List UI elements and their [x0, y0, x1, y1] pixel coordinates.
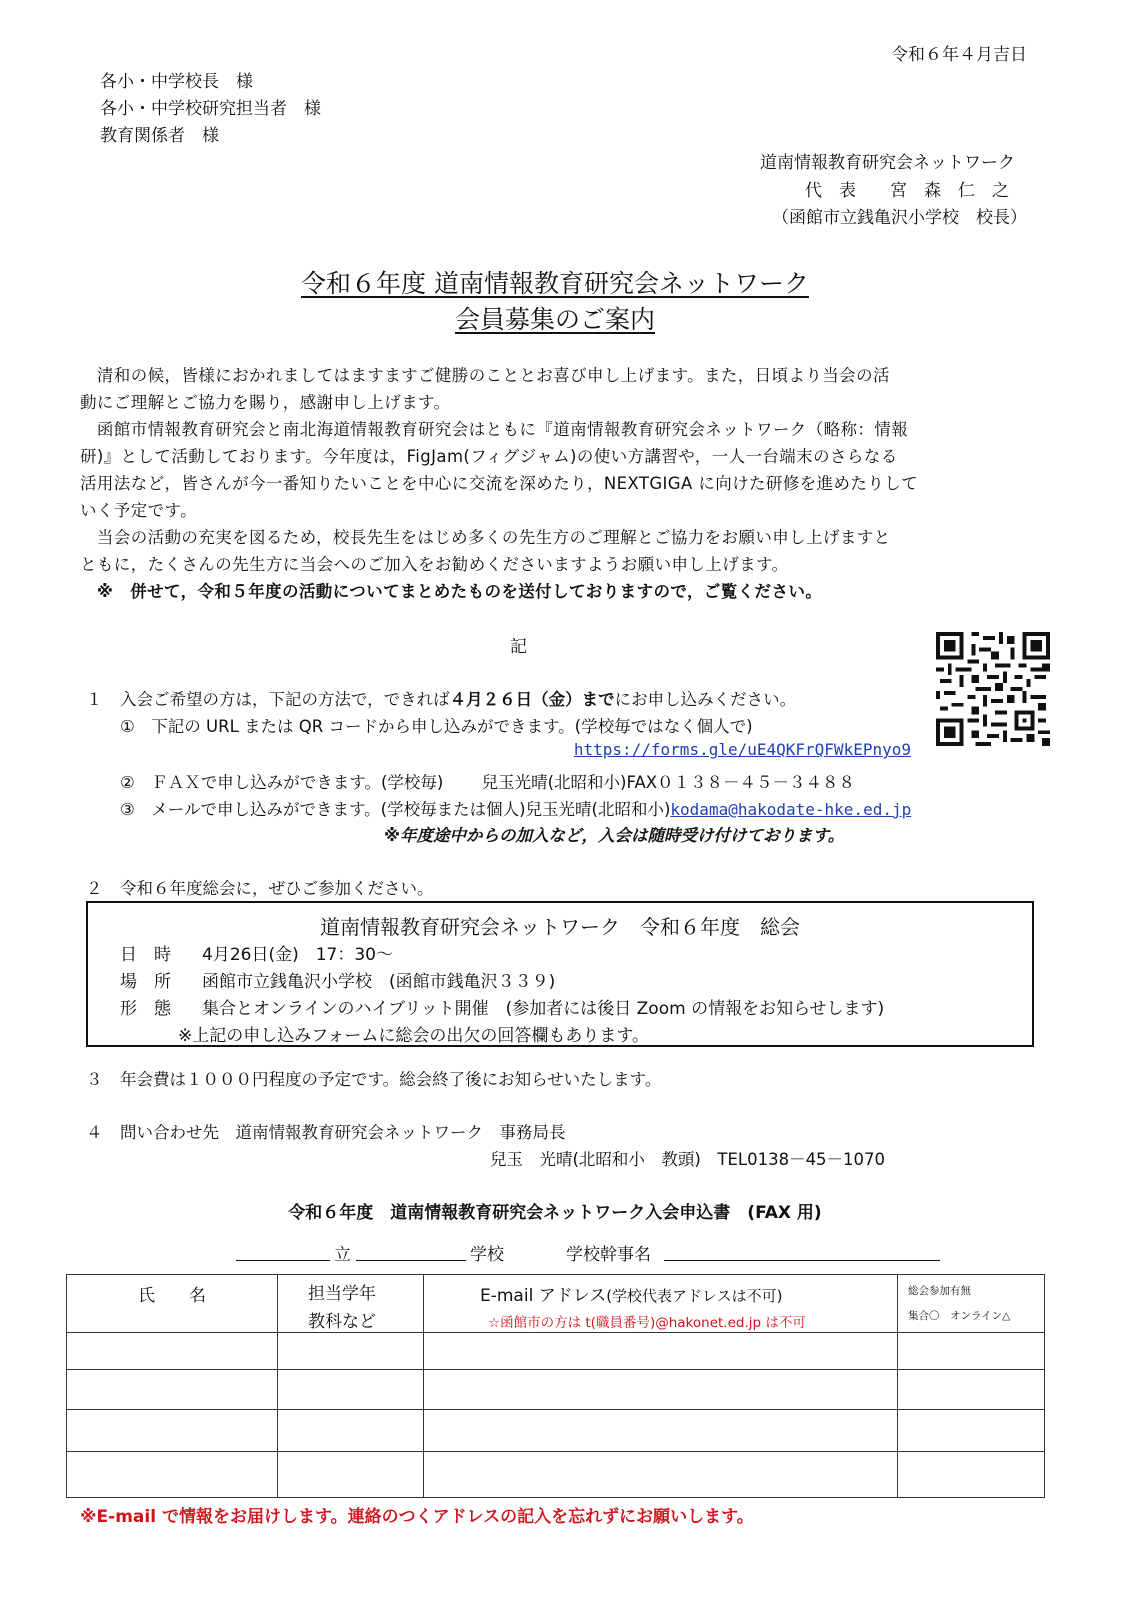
enclosure-note: ※ 併せて，令和５年度の活動についてまとめたものを送付しておりますので，ご覧ください。 [80, 582, 823, 601]
meeting-format: 集合とオンラインのハイブリット開催 (参加者には後日 Zoom の情報をお知らせします) [202, 999, 885, 1019]
greeting-line-1: 清和の候，皆様におかれましてはますますご健勝のこととお喜び申し上げます。また，日頃より当会の活 [80, 366, 890, 385]
sender-organization: 道南情報教育研究会ネットワーク [760, 153, 1015, 173]
coordinator-blank-line[interactable] [664, 1260, 940, 1261]
meeting-rsvp-note: ※上記の申し込みフォームに総会の出欠の回答欄もあります。 [178, 1026, 650, 1046]
sender-role: （函館市立銭亀沢小学校 校長） [772, 208, 1027, 228]
sender-representative: 代 表 宮 森 仁 之 [805, 181, 1009, 201]
meeting-format-label: 形 態 [120, 999, 171, 1019]
table-row [67, 1333, 1045, 1370]
item-1-post: にお申し込みください。 [614, 690, 797, 709]
qr-code-icon[interactable] [936, 632, 1050, 746]
city-blank-line[interactable] [236, 1260, 330, 1261]
meeting-datetime: 4月26日(金) 17：30～ [202, 945, 393, 965]
application-form-title: 令和６年度 道南情報教育研究会ネットワーク入会申込書 (FAX 用) [288, 1203, 822, 1223]
intro-line-3: 活用法など，皆さんが今一番知りたいことを中心に交流を深めたり，NEXTGIGA に向けた研修を進めたりして [80, 474, 919, 493]
col-email-note: (学校代表アドレスは不可) [606, 1287, 783, 1305]
item-2-number: ２ [86, 879, 103, 898]
table-row [67, 1410, 1045, 1452]
gakko-label: 学校 [470, 1245, 504, 1265]
page-subtitle [0, 300, 1110, 336]
intro-line-1: 函館市情報教育研究会と南北海道情報教育研究会はともに『道南情報教育研究会ネットワーク（略称：情報 [80, 420, 909, 439]
table-row [67, 1452, 1045, 1498]
item-3-number: ３ [86, 1070, 103, 1089]
intro-line-4: いく予定です。 [80, 501, 197, 520]
request-line-1: 当会の活動の充実を図るため，校長先生をはじめ多くの先生方のご理解とご協力をお願い申し上げますと [80, 528, 891, 547]
col-email-header [424, 1275, 898, 1333]
name-cell[interactable] [67, 1410, 278, 1452]
greeting-line-2: 動にご理解とご協力を賜り，感謝申し上げます。 [80, 393, 451, 412]
attend-cell[interactable] [898, 1333, 1045, 1370]
method-email [120, 796, 911, 820]
col-name-header [67, 1275, 278, 1333]
title-line2: 会員募集のご案内 [454, 305, 655, 334]
meeting-venue: 函館市立銭亀沢小学校 (函館市銭亀沢３３９) [202, 972, 556, 992]
application-table [66, 1274, 1045, 1498]
title-line1: 令和６年度 道南情報教育研究会ネットワーク [301, 269, 809, 298]
name-cell[interactable] [67, 1452, 278, 1498]
footer-email-notice: ※E-mail で情報をお届けします。連絡のつくアドレスの記入を忘れずにお願いします。 [80, 1507, 754, 1527]
join-anytime-note: ※年度途中からの加入など，入会は随時受け付けております。 [384, 826, 845, 845]
name-cell[interactable] [67, 1333, 278, 1370]
meeting-datetime-label: 日 時 [120, 945, 171, 965]
item-1-pre: 入会ご希望の方は，下記の方法で，できれば [120, 690, 450, 709]
grade-cell[interactable] [278, 1452, 424, 1498]
method-url: ① 下記の URL または QR コードから申し込みができます。(学校毎ではなく個人で) [120, 717, 753, 736]
email-cell[interactable] [424, 1452, 898, 1498]
ki-heading: 記 [510, 637, 527, 657]
request-line-2: ともに，たくさんの先生方に当会へのご加入をお勧めくださいますようお願い申し上げます。 [80, 555, 789, 574]
col-grade-label-2: 教科など [308, 1312, 376, 1332]
addressee-principals: 各小・中学校長 様 [100, 72, 253, 92]
name-cell[interactable] [67, 1370, 278, 1410]
col-grade-header [278, 1275, 424, 1333]
col-attend-label-1: 総会参加有無 [908, 1285, 971, 1297]
grade-cell[interactable] [278, 1333, 424, 1370]
item-3-text: 年会費は１０００円程度の予定です。総会終了後にお知らせいたします。 [120, 1070, 662, 1089]
school-coordinator-label: 学校幹事名 [566, 1245, 651, 1265]
item-2-text: 令和６年度総会に，ぜひご参加ください。 [120, 879, 434, 898]
col-name-label: 氏 名 [138, 1286, 206, 1306]
issue-date: 令和６年４月吉日 [891, 45, 1027, 65]
item-1-number: １ [86, 690, 103, 709]
col-email-label: E-mail アドレス [480, 1286, 607, 1306]
attend-cell[interactable] [898, 1370, 1045, 1410]
form-url-link[interactable] [574, 740, 911, 760]
method-fax: ② ＦＡＸで申し込みができます。(学校毎) 兒玉光晴(北昭和小)FAX０１３８－４５－３４８８ [120, 773, 856, 792]
school-name-blank-line[interactable] [356, 1260, 466, 1261]
meeting-venue-label: 場 所 [120, 972, 171, 992]
email-cell[interactable] [424, 1410, 898, 1452]
table-row [67, 1370, 1045, 1410]
contact-email-link[interactable]: kodama@hakodate-hke.ed.jp [670, 800, 912, 819]
attend-cell[interactable] [898, 1410, 1045, 1452]
page-title [0, 264, 1110, 300]
col-attend-label-2: 集合〇 オンライン△ [908, 1310, 1011, 1322]
intro-line-2: 研)』として活動しております。今年度は，FigJam(フィグジャム)の使い方講習や，一人一台端末のさらなる [80, 447, 898, 466]
attend-cell[interactable] [898, 1452, 1045, 1498]
grade-cell[interactable] [278, 1410, 424, 1452]
form-url-text[interactable]: https://forms.gle/uE4QKFrQFWkEPnyo9 [573, 740, 911, 759]
item-4-text: 問い合わせ先 道南情報教育研究会ネットワーク 事務局長 [120, 1123, 566, 1142]
item-4-number: ４ [86, 1123, 103, 1142]
addressee-research-staff: 各小・中学校研究担当者 様 [100, 99, 321, 119]
col-email-warning: ☆函館市の方は t(職員番号)@hakonet.ed.jp は不可 [488, 1315, 806, 1331]
item-1-text [120, 686, 796, 710]
ritsu-label: 立 [334, 1245, 351, 1265]
col-attend-header [898, 1275, 1045, 1333]
table-header-row [67, 1275, 1045, 1333]
email-cell[interactable] [424, 1370, 898, 1410]
col-grade-label-1: 担当学年 [308, 1284, 376, 1304]
method-email-text: ③ メールで申し込みができます。(学校毎または個人)兒玉光晴(北昭和小) [120, 800, 671, 819]
col-email-title [424, 1275, 897, 1306]
item-4-contact: 兒玉 光晴(北昭和小 教頭) TEL0138－45－1070 [490, 1150, 886, 1169]
general-meeting-box [86, 901, 1034, 1047]
item-1-deadline: ４月２６日（金）まで [449, 690, 615, 709]
grade-cell[interactable] [278, 1370, 424, 1410]
meeting-title: 道南情報教育研究会ネットワーク 令和６年度 総会 [320, 915, 800, 939]
addressee-educators: 教育関係者 様 [100, 126, 219, 146]
email-cell[interactable] [424, 1333, 898, 1370]
